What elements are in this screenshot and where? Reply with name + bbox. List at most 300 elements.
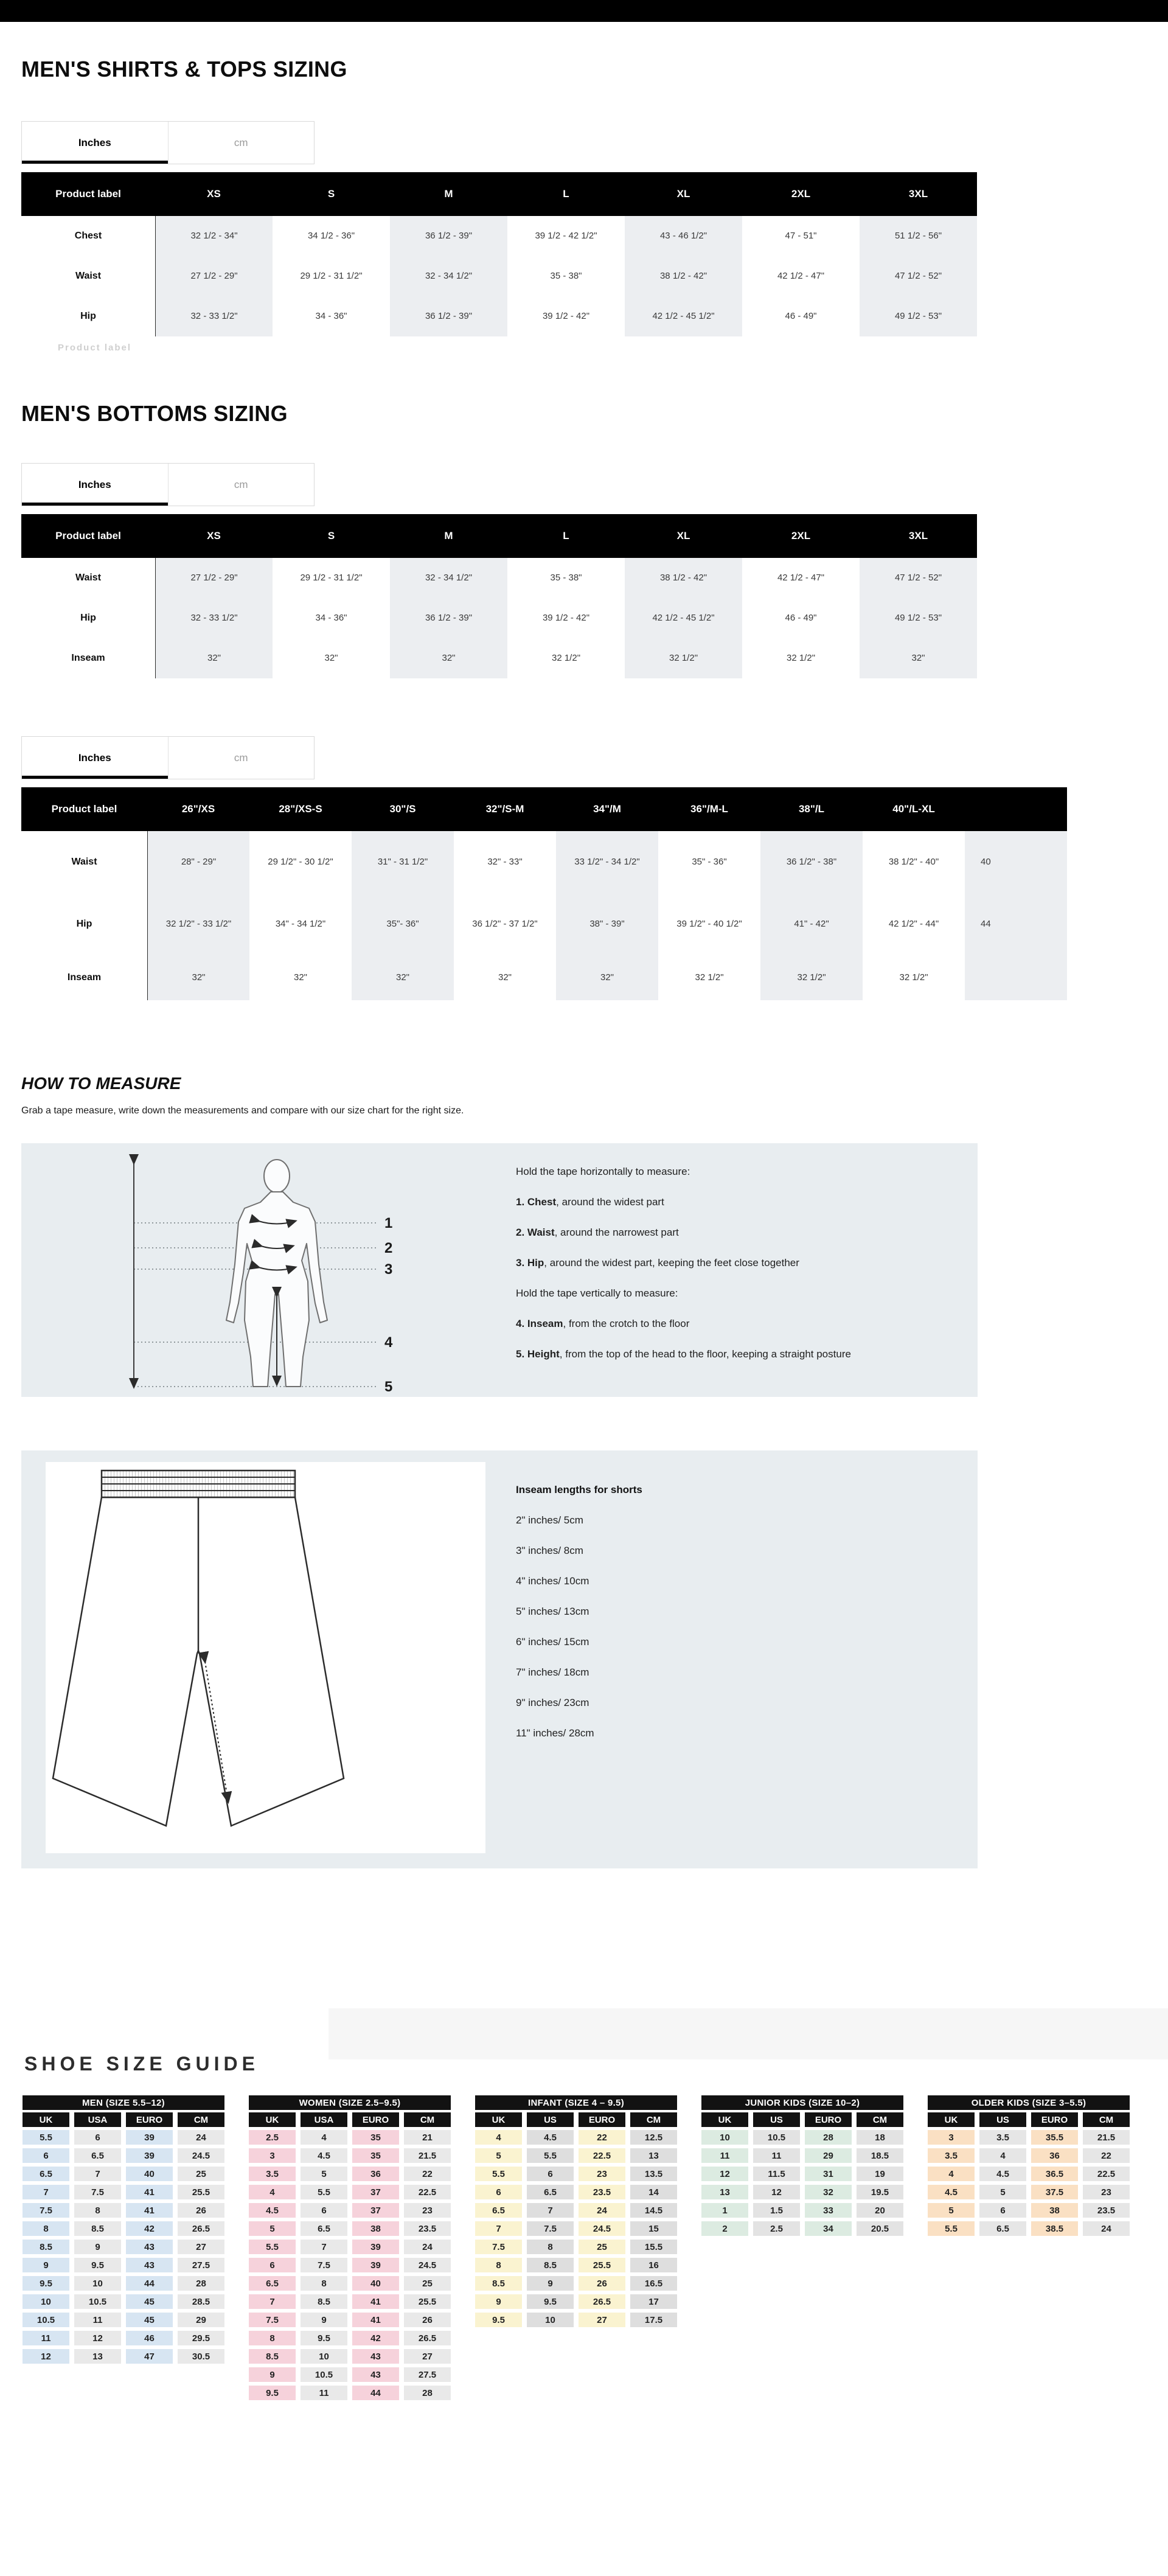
shoe-size-cell: 38 <box>1031 2203 1078 2218</box>
shoe-size-cell: 41 <box>126 2185 173 2199</box>
shoe-size-cell: 22.5 <box>404 2185 451 2199</box>
shoe-size-cell: 12 <box>23 2349 69 2364</box>
size-cell: 47 1/2 - 52" <box>860 558 977 598</box>
shoe-size-cell: 27 <box>178 2240 224 2254</box>
size-cell: 42 1/2 - 47" <box>777 270 825 281</box>
shoe-size-cell: 8 <box>301 2276 347 2291</box>
shoe-column-header: US <box>979 2112 1026 2127</box>
shoe-size-cell: 16 <box>630 2258 677 2272</box>
tab-cm[interactable]: cm <box>168 464 315 506</box>
shoe-size-cell: 8 <box>249 2331 296 2345</box>
shoe-size-cell: 7 <box>249 2294 296 2309</box>
shoe-size-cell: 36.5 <box>1031 2167 1078 2181</box>
shorts-length-item: 9" inches/ 23cm <box>516 1697 589 1708</box>
clipped-row-ghost: Product label <box>58 343 132 353</box>
shoe-size-cell: 9.5 <box>301 2331 347 2345</box>
unit-tabs-tops <box>21 121 315 164</box>
shoe-table-row <box>475 2258 677 2272</box>
shoe-size-cell: 11.5 <box>753 2167 800 2181</box>
shoe-size-cell: 42 <box>352 2331 399 2345</box>
shoe-size-cell: 4 <box>249 2185 296 2199</box>
column-header: XL <box>625 514 742 558</box>
shoe-size-guide-section <box>0 1868 1168 2404</box>
shoe-table-row <box>23 2167 224 2181</box>
size-cell: 51 1/2 - 56" <box>860 216 977 256</box>
shoe-size-cell: 6 <box>475 2185 522 2199</box>
shoe-table-row <box>23 2349 224 2364</box>
shoe-table-columns <box>928 2112 1130 2127</box>
tops-section-title: MEN'S SHIRTS & TOPS SIZING <box>21 57 347 82</box>
shoe-size-cell: 39 <box>352 2240 399 2254</box>
size-cell: 36 1/2 - 39" <box>390 296 507 336</box>
shoe-size-cell: 13.5 <box>630 2167 677 2181</box>
column-header: XS <box>155 172 273 216</box>
shoe-table-columns <box>23 2112 224 2127</box>
shoe-table-row <box>475 2167 677 2181</box>
shoe-size-cell: 7.5 <box>23 2203 69 2218</box>
size-cell: 49 1/2 - 53" <box>860 598 977 638</box>
shoe-size-cell: 1 <box>701 2203 748 2218</box>
size-cell: 29 1/2 - 31 1/2" <box>300 270 363 281</box>
shoe-size-cell: 18 <box>857 2130 903 2145</box>
shoe-size-cell: 23 <box>1083 2185 1130 2199</box>
shoe-column-header: UK <box>928 2112 975 2127</box>
size-cell: 36 1/2 - 39" <box>390 216 507 256</box>
shoe-column-header: EURO <box>352 2112 399 2127</box>
measure-instructions <box>516 1157 969 1370</box>
shoe-size-cell: 22 <box>1083 2148 1130 2163</box>
size-cell: 32" <box>390 638 507 678</box>
shoe-table-title: JUNIOR KIDS (SIZE 10–2) <box>701 2095 903 2110</box>
shoe-size-cell: 5.5 <box>23 2130 69 2145</box>
tab-inches[interactable]: Inches <box>22 464 168 506</box>
size-cell: 32 1/2 - 34" <box>155 216 273 256</box>
shoe-size-cell: 21.5 <box>404 2148 451 2163</box>
shoe-table-row <box>23 2185 224 2199</box>
shoe-size-cell: 8.5 <box>249 2349 296 2364</box>
size-cell: 32 - 33 1/2" <box>155 296 273 336</box>
shoe-size-cell: 8 <box>23 2221 69 2236</box>
shoe-size-cell: 26.5 <box>178 2221 224 2236</box>
shoe-size-cell: 2.5 <box>753 2221 800 2236</box>
shoe-size-cell: 29.5 <box>178 2331 224 2345</box>
shoe-table-row <box>701 2185 903 2199</box>
shoe-size-cell: 27 <box>404 2349 451 2364</box>
vertical-instructions-label: Hold the tape vertically to measure: <box>516 1287 678 1299</box>
size-cell: 32 1/2" <box>551 652 581 663</box>
shoe-size-cell: 36 <box>1031 2148 1078 2163</box>
shoe-size-cell: 15.5 <box>630 2240 677 2254</box>
shoe-table-row <box>23 2294 224 2309</box>
size-cell: 49 1/2 - 53" <box>860 296 977 336</box>
shoe-table-row <box>475 2130 677 2145</box>
size-cell: 34 - 36" <box>315 310 347 321</box>
shoe-size-cell: 46 <box>126 2331 173 2345</box>
size-cell: 34 1/2 - 36" <box>307 230 355 241</box>
size-cell: 39 1/2 - 42" <box>542 612 590 623</box>
size-cell-clipped: 40 <box>965 831 1067 893</box>
shoe-size-cell: 7 <box>23 2185 69 2199</box>
shoe-size-cell: 7.5 <box>475 2240 522 2254</box>
size-cell: 36 1/2" - 38" <box>760 831 863 893</box>
shoe-size-cell: 5 <box>928 2203 975 2218</box>
shoe-size-cell: 17.5 <box>630 2313 677 2327</box>
shoe-size-cell: 5.5 <box>249 2240 296 2254</box>
shoe-table-row <box>701 2221 903 2236</box>
shoe-size-cell: 6.5 <box>301 2221 347 2236</box>
shoe-table-columns <box>249 2112 451 2127</box>
tab-inches[interactable]: Inches <box>22 122 168 164</box>
shoe-size-cell: 39 <box>126 2148 173 2163</box>
bottoms-section-title: MEN'S BOTTOMS SIZING <box>21 401 288 426</box>
shoe-column-header: CM <box>857 2112 903 2127</box>
shoe-table-row <box>928 2167 1130 2181</box>
column-header: L <box>507 514 625 558</box>
shoe-size-cell: 37 <box>352 2203 399 2218</box>
measure-step-height: 5. Height , from the top of the head to the floor, keeping a straight posture <box>516 1348 851 1360</box>
shoe-size-cell: 39 <box>352 2258 399 2272</box>
shorts-length-item: 11" inches/ 28cm <box>516 1727 594 1739</box>
size-cell: 42 1/2 - 45 1/2" <box>625 598 742 638</box>
shoe-size-cell: 25 <box>579 2240 625 2254</box>
shoe-size-cell: 2.5 <box>249 2130 296 2145</box>
shoe-size-cell: 3 <box>928 2130 975 2145</box>
shoe-table-row <box>23 2148 224 2163</box>
shoe-table <box>928 2095 1130 2240</box>
column-header: 26"/XS <box>147 787 249 831</box>
shoe-size-cell: 2 <box>701 2221 748 2236</box>
size-cell: 47 - 51" <box>785 230 817 241</box>
shoe-column-header: CM <box>630 2112 677 2127</box>
shoe-table-row <box>249 2349 451 2364</box>
shoe-table-row <box>249 2313 451 2327</box>
shoe-table-title: WOMEN (SIZE 2.5–9.5) <box>249 2095 451 2110</box>
shoe-table <box>249 2095 451 2404</box>
shoe-size-cell: 28.5 <box>178 2294 224 2309</box>
size-cell: 39 1/2 - 42" <box>542 310 590 321</box>
shoe-size-cell: 6.5 <box>475 2203 522 2218</box>
shoe-size-cell: 45 <box>126 2313 173 2327</box>
shoe-size-cell: 37.5 <box>1031 2185 1078 2199</box>
shoe-size-cell: 31 <box>805 2167 852 2181</box>
shoe-size-cell: 10 <box>527 2313 574 2327</box>
shoe-size-cell: 47 <box>126 2349 173 2364</box>
shorts-lengths-title: Inseam lengths for shorts <box>516 1484 642 1495</box>
shoe-size-cell: 4.5 <box>249 2203 296 2218</box>
shoe-table-row <box>701 2148 903 2163</box>
size-cell: 27 1/2 - 29" <box>155 558 273 598</box>
shoe-size-cell: 27.5 <box>404 2367 451 2382</box>
shoe-tables <box>23 2095 1168 2404</box>
shoe-size-cell: 22.5 <box>579 2148 625 2163</box>
size-cell: 47 1/2 - 52" <box>860 256 977 296</box>
size-cell: 32" <box>147 955 249 1000</box>
shoe-size-cell: 41 <box>126 2203 173 2218</box>
shoe-size-cell: 24.5 <box>579 2221 625 2236</box>
shoe-size-cell: 35.5 <box>1031 2130 1078 2145</box>
shoe-size-cell: 29 <box>805 2148 852 2163</box>
shoe-size-cell: 9.5 <box>74 2258 121 2272</box>
shoe-size-cell: 9.5 <box>527 2294 574 2309</box>
shorts-diagram-panel <box>46 1462 485 1853</box>
shoe-size-cell: 4 <box>301 2130 347 2145</box>
size-cell: 32 - 33 1/2" <box>155 598 273 638</box>
shoe-table-row <box>928 2203 1130 2218</box>
shoe-size-cell: 7 <box>527 2203 574 2218</box>
shoe-size-cell: 18.5 <box>857 2148 903 2163</box>
column-header: M <box>390 172 507 216</box>
tops-size-table <box>21 172 978 336</box>
size-cell: 35"- 36" <box>352 893 454 955</box>
column-header: 38"/L <box>760 787 863 831</box>
row-label: Hip <box>76 919 92 929</box>
shoe-guide-title: SHOE SIZE GUIDE <box>24 2053 259 2075</box>
shoe-size-cell: 9 <box>301 2313 347 2327</box>
shoe-size-cell: 22 <box>579 2130 625 2145</box>
shoe-size-cell: 34 <box>805 2221 852 2236</box>
shoe-size-cell: 4 <box>979 2148 1026 2163</box>
shorts-length-item: 2" inches/ 5cm <box>516 1514 583 1526</box>
shoe-size-cell: 9 <box>475 2294 522 2309</box>
shoe-size-cell: 19 <box>857 2167 903 2181</box>
shoe-size-cell: 5.5 <box>527 2148 574 2163</box>
shoe-table-row <box>249 2185 451 2199</box>
shoe-table-row <box>249 2167 451 2181</box>
shoe-size-cell: 10.5 <box>74 2294 121 2309</box>
column-header: 3XL <box>860 514 977 558</box>
shoe-table-row <box>475 2276 677 2291</box>
column-header: S <box>273 514 390 558</box>
shoe-column-header: EURO <box>579 2112 625 2127</box>
shorts-inseam-lengths <box>516 1475 942 1749</box>
shoe-size-cell: 24.5 <box>178 2148 224 2163</box>
shoe-table <box>23 2095 224 2367</box>
shoe-size-cell: 27 <box>579 2313 625 2327</box>
shoe-size-cell: 35 <box>352 2130 399 2145</box>
size-cell: 32" <box>293 972 307 983</box>
row-label: Waist <box>75 573 102 583</box>
shoe-size-cell: 8.5 <box>527 2258 574 2272</box>
how-to-measure-title: HOW TO MEASURE <box>21 1074 181 1093</box>
shorts-inseam-box <box>21 1450 978 1868</box>
row-label: Hip <box>80 613 96 623</box>
shoe-size-cell: 5 <box>475 2148 522 2163</box>
shoe-table <box>701 2095 903 2240</box>
shoe-table-row <box>23 2313 224 2327</box>
size-cell: 32 1/2" <box>695 972 724 983</box>
shoe-size-cell: 28 <box>178 2276 224 2291</box>
shoe-table-title: INFANT (SIZE 4 – 9.5) <box>475 2095 677 2110</box>
shoe-size-cell: 12 <box>753 2185 800 2199</box>
shoe-size-cell: 12 <box>74 2331 121 2345</box>
shoe-size-cell: 15 <box>630 2221 677 2236</box>
shoe-size-cell: 23.5 <box>1083 2203 1130 2218</box>
column-header: L <box>507 172 625 216</box>
size-cell: 32" - 33" <box>487 856 523 867</box>
shoe-size-cell: 3.5 <box>928 2148 975 2163</box>
horizontal-instructions-label: Hold the tape horizontally to measure: <box>516 1166 690 1177</box>
shoe-size-cell: 6 <box>249 2258 296 2272</box>
tab-cm[interactable]: cm <box>168 122 315 164</box>
row-label: Waist <box>71 857 97 867</box>
shoe-size-cell: 7.5 <box>74 2185 121 2199</box>
shoe-size-cell: 26.5 <box>579 2294 625 2309</box>
shoe-size-cell: 29 <box>178 2313 224 2327</box>
size-cell: 29 1/2" - 30 1/2" <box>268 856 333 867</box>
size-cell: 32 1/2" - 33 1/2" <box>147 893 249 955</box>
measure-step-hip: 3. Hip , around the widest part, keeping the feet close together <box>516 1257 799 1269</box>
shoe-size-cell: 11 <box>301 2386 347 2400</box>
size-cell: 34 - 36" <box>315 612 347 623</box>
shoe-size-cell: 8.5 <box>301 2294 347 2309</box>
shoe-size-cell: 44 <box>126 2276 173 2291</box>
size-cell: 42 1/2" - 44" <box>888 918 939 929</box>
shoe-size-cell: 17 <box>630 2294 677 2309</box>
size-cell-clipped <box>965 955 1067 1000</box>
shoe-table-title: MEN (SIZE 5.5–12) <box>23 2095 224 2110</box>
shoe-size-cell: 20.5 <box>857 2221 903 2236</box>
shoe-table <box>475 2095 677 2331</box>
shoe-table-row <box>249 2331 451 2345</box>
shoe-table-row <box>23 2258 224 2272</box>
shoe-size-cell: 9 <box>74 2240 121 2254</box>
shoe-table-row <box>475 2221 677 2236</box>
shoe-column-header: US <box>527 2112 574 2127</box>
shoe-size-cell: 44 <box>352 2386 399 2400</box>
measure-step-inseam: 4. Inseam , from the crotch to the floor <box>516 1318 690 1329</box>
shoe-size-cell: 25.5 <box>579 2258 625 2272</box>
shoe-size-cell: 9.5 <box>475 2313 522 2327</box>
shoe-table-row <box>23 2130 224 2145</box>
shoe-table-row <box>249 2276 451 2291</box>
shoe-size-cell: 23.5 <box>404 2221 451 2236</box>
shoe-column-header: UK <box>249 2112 296 2127</box>
shoe-size-cell: 23 <box>404 2203 451 2218</box>
shoe-size-cell: 10 <box>74 2276 121 2291</box>
shoe-table-row <box>928 2130 1130 2145</box>
shoe-size-cell: 7 <box>301 2240 347 2254</box>
shoe-size-cell: 10.5 <box>753 2130 800 2145</box>
shoe-size-cell: 6.5 <box>527 2185 574 2199</box>
shoe-size-cell: 41 <box>352 2313 399 2327</box>
shoe-size-cell: 19.5 <box>857 2185 903 2199</box>
measure-step-waist: 2. Waist , around the narrowest part <box>516 1227 679 1238</box>
shoe-size-cell: 24 <box>1083 2221 1130 2236</box>
column-header: 3XL <box>860 172 977 216</box>
shoe-size-cell: 11 <box>74 2313 121 2327</box>
tab-inches[interactable]: Inches <box>22 737 168 779</box>
how-to-measure-intro: Grab a tape measure, write down the measurements and compare with our size chart for the right size. <box>21 1105 464 1116</box>
shoe-size-cell: 10.5 <box>301 2367 347 2382</box>
shoe-column-header: CM <box>404 2112 451 2127</box>
size-cell: 42 1/2 - 47" <box>777 572 825 583</box>
unit-tabs-bottoms <box>21 463 315 506</box>
shoe-size-cell: 12.5 <box>630 2130 677 2145</box>
shoe-size-cell: 30.5 <box>178 2349 224 2364</box>
shoe-size-cell: 24 <box>579 2203 625 2218</box>
column-header: M <box>390 514 507 558</box>
shoe-table-row <box>701 2130 903 2145</box>
top-black-bar <box>0 0 1168 22</box>
shoe-size-cell: 11 <box>753 2148 800 2163</box>
shoe-column-header: UK <box>23 2112 69 2127</box>
shorts-length-item: 7" inches/ 18cm <box>516 1666 589 1678</box>
shoe-size-cell: 9 <box>249 2367 296 2382</box>
shoe-table-row <box>23 2276 224 2291</box>
column-header: 34"/M <box>556 787 658 831</box>
shoe-size-cell: 7.5 <box>301 2258 347 2272</box>
size-cell: 31" - 31 1/2" <box>352 831 454 893</box>
size-cell: 32" <box>155 638 273 678</box>
shoe-table-columns <box>475 2112 677 2127</box>
column-header-label: Product label <box>21 172 155 216</box>
size-cell: 34" - 34 1/2" <box>275 918 326 929</box>
shoe-size-cell: 5 <box>979 2185 1026 2199</box>
size-cell: 43 - 46 1/2" <box>625 216 742 256</box>
size-cell: 41" - 42" <box>760 893 863 955</box>
shoe-size-cell: 7 <box>74 2167 121 2181</box>
size-cell: 38 1/2 - 42" <box>625 256 742 296</box>
size-cell: 32" <box>556 955 658 1000</box>
shoe-size-cell: 26 <box>178 2203 224 2218</box>
shoe-size-cell: 6 <box>23 2148 69 2163</box>
shoe-table-row <box>249 2203 451 2218</box>
shoe-column-header: EURO <box>126 2112 173 2127</box>
shoe-size-cell: 13 <box>74 2349 121 2364</box>
shoe-size-cell: 11 <box>701 2148 748 2163</box>
shoe-size-cell: 6 <box>979 2203 1026 2218</box>
unit-tabs-numeric <box>21 736 315 779</box>
size-cell: 35 - 38" <box>550 270 582 281</box>
shoe-size-cell: 25 <box>178 2167 224 2181</box>
shoe-size-cell: 6.5 <box>249 2276 296 2291</box>
size-cell: 32" <box>352 955 454 1000</box>
shoe-size-cell: 24.5 <box>404 2258 451 2272</box>
shoe-size-cell: 4 <box>475 2130 522 2145</box>
shoe-table-row <box>249 2148 451 2163</box>
shoe-column-header: UK <box>475 2112 522 2127</box>
bottoms-size-table <box>21 514 978 678</box>
column-header: 32"/S-M <box>454 787 556 831</box>
shoe-table-row <box>475 2203 677 2218</box>
shoe-size-cell: 36 <box>352 2167 399 2181</box>
shorts-length-item: 4" inches/ 10cm <box>516 1575 589 1587</box>
shoe-size-cell: 24 <box>178 2130 224 2145</box>
size-cell: 42 1/2 - 45 1/2" <box>625 296 742 336</box>
shoe-size-cell: 32 <box>805 2185 852 2199</box>
shoe-size-cell: 39 <box>126 2130 173 2145</box>
column-header: 36"/M-L <box>658 787 760 831</box>
size-cell: 35" - 36" <box>692 856 727 867</box>
size-cell: 32 1/2" <box>760 955 863 1000</box>
column-header: 2XL <box>742 514 860 558</box>
numeric-table-clip[interactable] <box>21 787 991 1000</box>
shoe-table-row <box>475 2148 677 2163</box>
shoe-size-cell: 10 <box>23 2294 69 2309</box>
column-header-clipped <box>965 787 1067 831</box>
shoe-size-cell: 42 <box>126 2221 173 2236</box>
shoe-column-header: USA <box>74 2112 121 2127</box>
shoe-size-cell: 26 <box>579 2276 625 2291</box>
shoe-size-cell: 5 <box>249 2221 296 2236</box>
shoe-size-cell: 21 <box>404 2130 451 2145</box>
shoe-size-cell: 10 <box>301 2349 347 2364</box>
shoe-table-row <box>701 2167 903 2181</box>
column-header: 28"/XS-S <box>249 787 352 831</box>
shoe-size-cell: 24 <box>404 2240 451 2254</box>
tab-cm[interactable]: cm <box>168 737 315 779</box>
shoe-size-cell: 35 <box>352 2148 399 2163</box>
